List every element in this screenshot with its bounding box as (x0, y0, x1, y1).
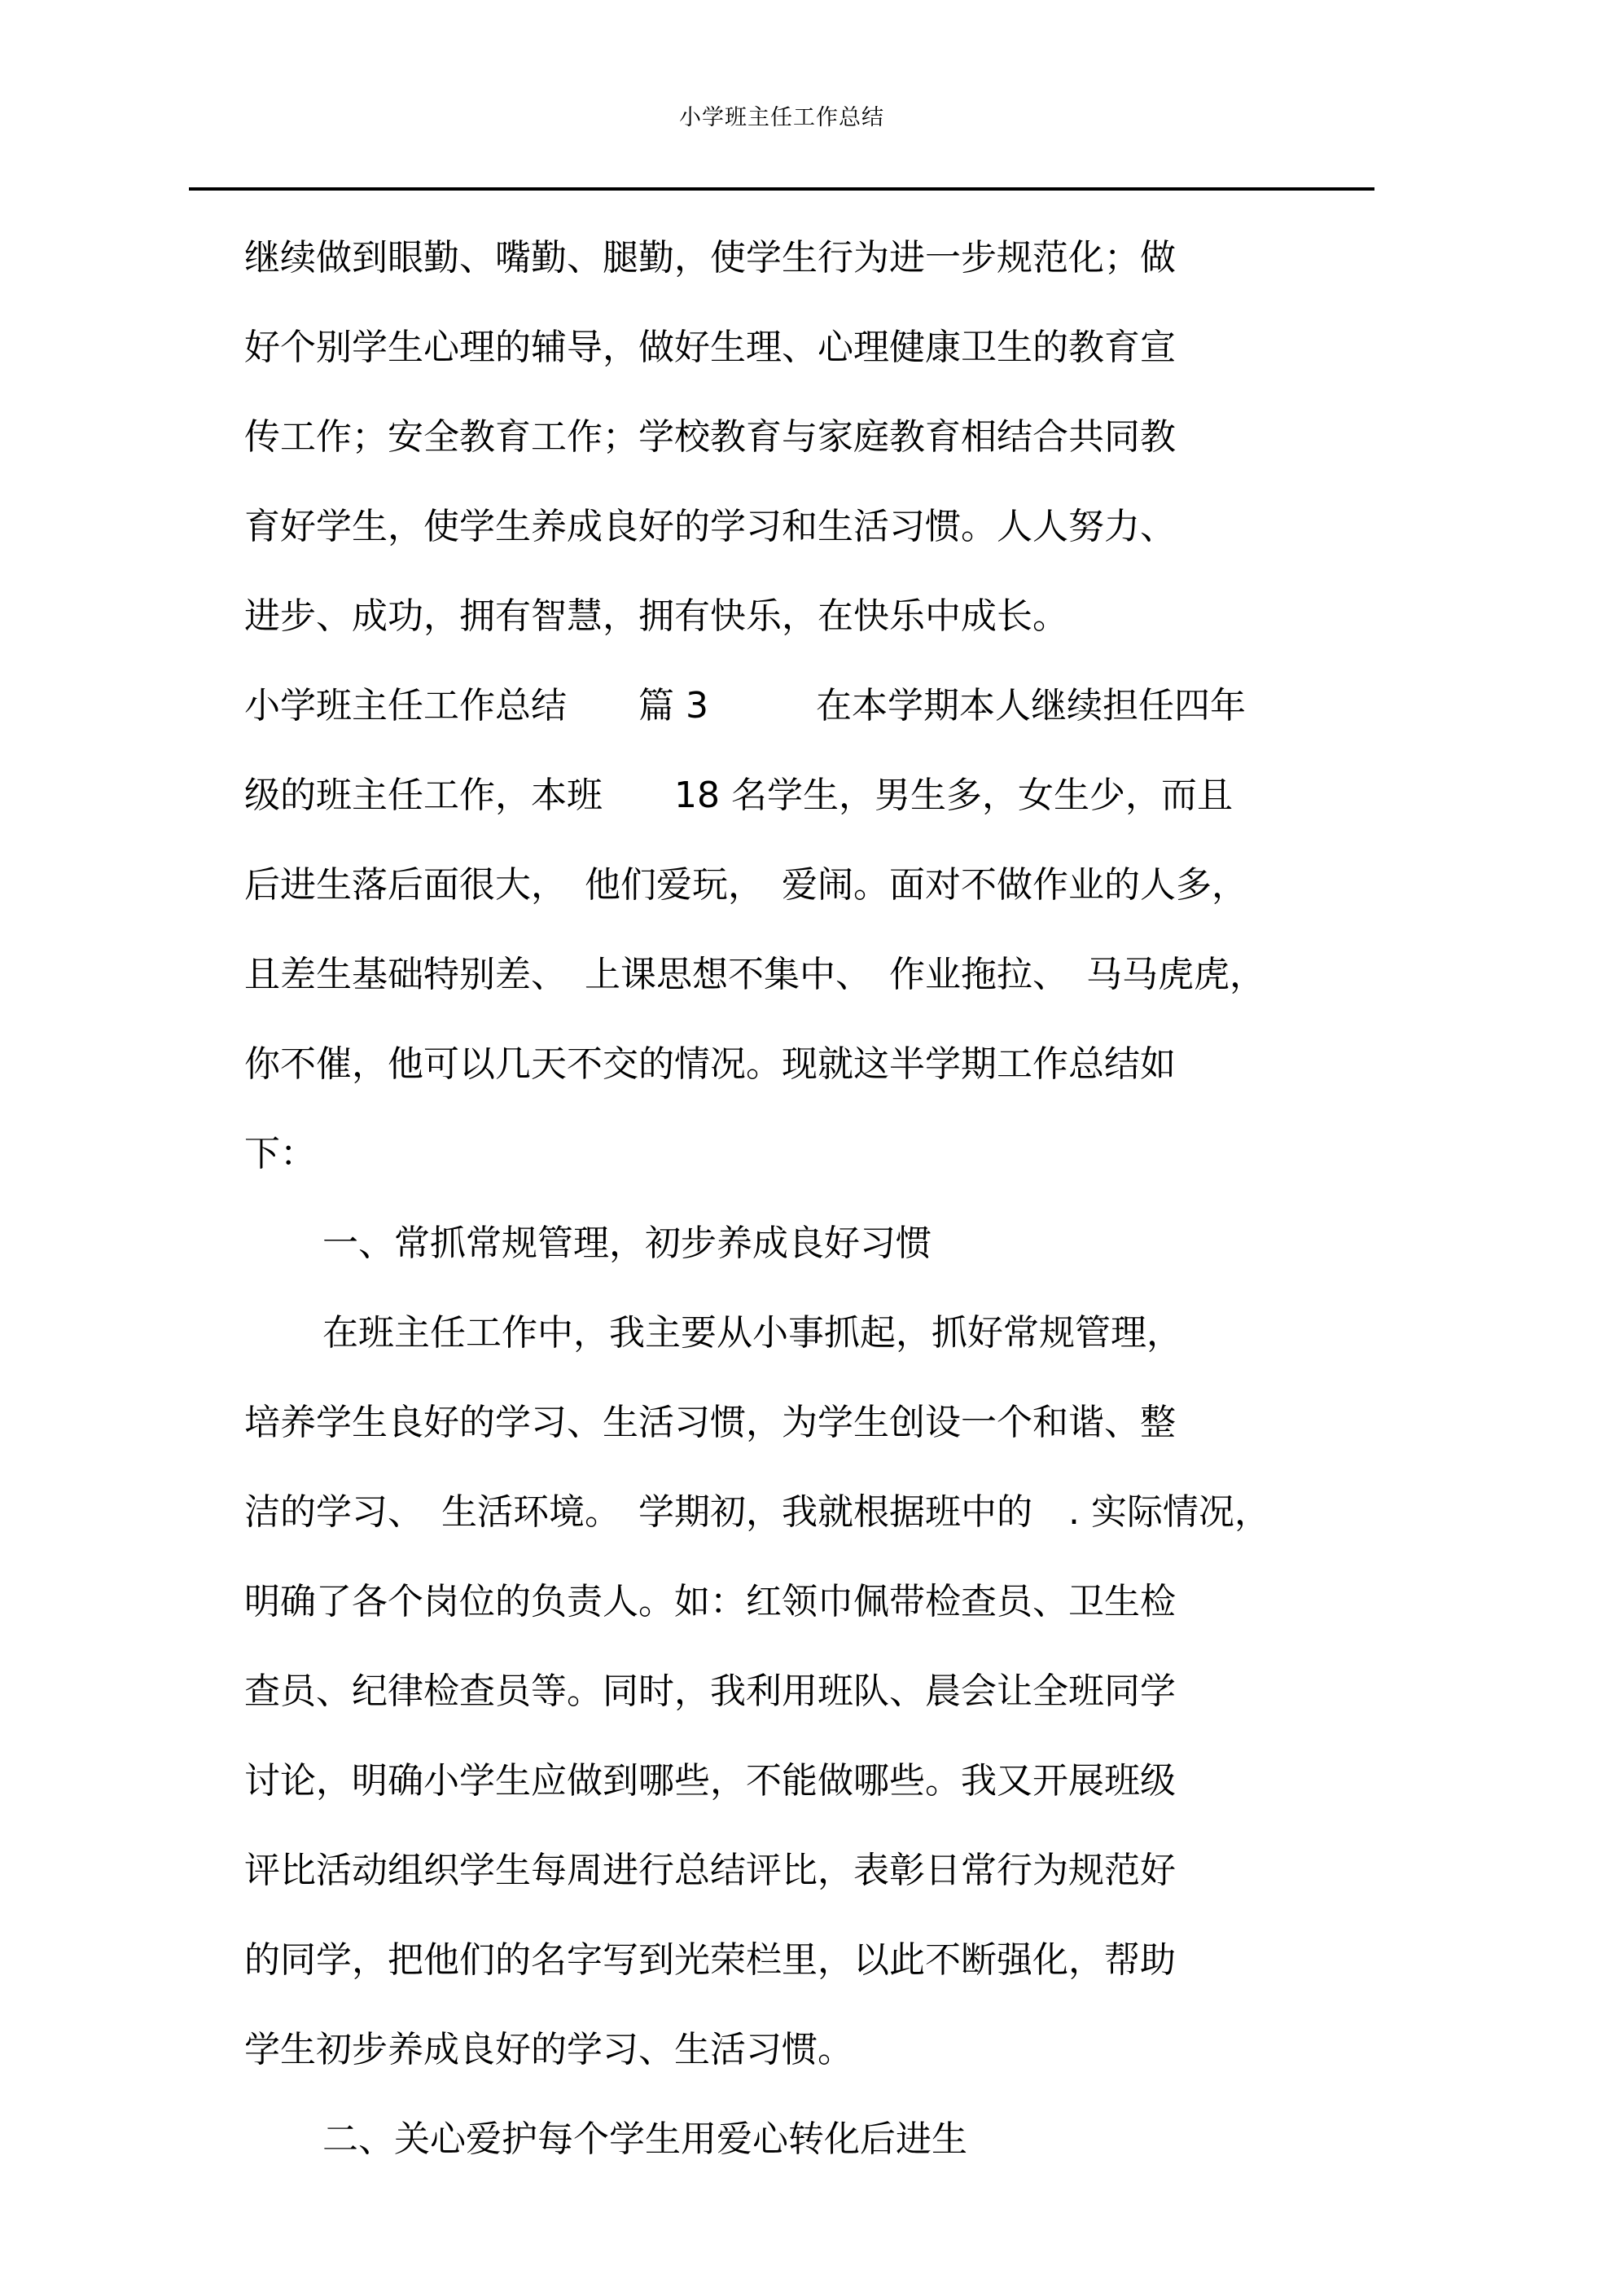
document-text-line: 一、常抓常规管理，初步养成良好习惯 (322, 1223, 932, 1264)
document-text-line: 培养学生良好的学习、生活习惯，为学生创设一个和谐、整 (244, 1402, 1176, 1443)
document-text-line: 洁的学习、 生活环境。 学期初，我就根据班中的 . 实际情况， (244, 1491, 1270, 1533)
running-header-title: 小学班主任工作总结 (679, 105, 884, 130)
document-text-line: 评比活动组织学生每周进行总结评比，表彰日常行为规范好 (244, 1850, 1176, 1891)
document-text-line: 你不催，他可以几天不交的情况。现就这半学期工作总结如 (244, 1043, 1176, 1085)
document-text-line: 后进生落后面很大， 他们爱玩， 爱闹。面对不做作业的人多， (244, 864, 1247, 906)
document-text-line: 讨论，明确小学生应做到哪些，不能做哪些。我又开展班级 (244, 1760, 1176, 1802)
document-text-line: 育好学生，使学生养成良好的学习和生活习惯。人人努力、 (244, 506, 1176, 547)
document-text-line: 且差生基础特别差、 上课思想不集中、 作业拖拉、 马马虎虎， (244, 954, 1265, 995)
document-text-line: 小学班主任工作总结 篇 3 在本学期本人继续担任四年 (244, 685, 1246, 727)
document-text-line: 的同学，把他们的名字写到光荣栏里，以此不断强化，帮助 (244, 1939, 1176, 1981)
document-text-line: 好个别学生心理的辅导，做好生理、心理健康卫生的教育宣 (244, 327, 1176, 368)
document-text-line: 继续做到眼勤、嘴勤、腿勤，使学生行为进一步规范化；做 (244, 237, 1176, 279)
document-text-line: 进步、成功，拥有智慧，拥有快乐，在快乐中成长。 (244, 595, 1068, 637)
document-text-line: 学生初步养成良好的学习、生活习惯。 (244, 2029, 853, 2070)
document-text-line: 在班主任工作中，我主要从小事抓起，抓好常规管理， (322, 1312, 1182, 1354)
document-text-line: 明确了各个岗位的负责人。如：红领巾佩带检查员、卫生检 (244, 1581, 1176, 1622)
running-header (189, 104, 1374, 132)
document-text-line: 传工作；安全教育工作；学校教育与家庭教育相结合共同教 (244, 416, 1176, 458)
document-text-line: 查员、纪律检查员等。同时，我利用班队、晨会让全班同学 (244, 1670, 1176, 1712)
document-body (244, 213, 1384, 2184)
document-text-line: 级的班主任工作，本班 18 名学生，男生多，女生少，而且 (244, 775, 1233, 816)
header-divider-rule (189, 187, 1374, 191)
document-text-line: 下： (244, 1133, 316, 1174)
document-text-line: 二、关心爱护每个学生用爱心转化后进生 (322, 2118, 967, 2160)
